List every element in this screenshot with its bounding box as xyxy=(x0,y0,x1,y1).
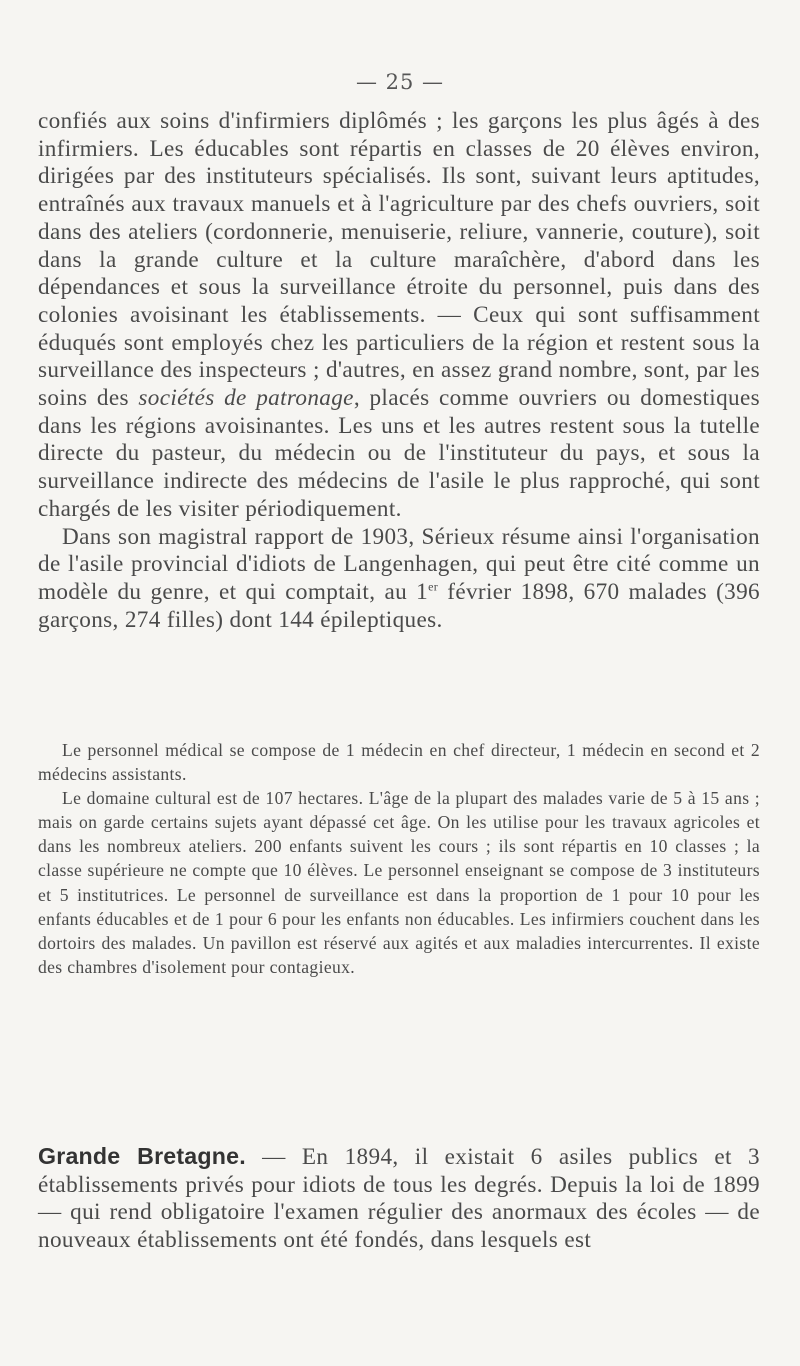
note-paragraph-2: Le domaine cultural est de 107 hectares. L'âge de la plupart des malades varie de 5 à 15 ans ; mais on garde certains sujets ayant dépassé cet âge. On les utilise pour les travaux agricoles et dans les nombreux ateliers. 200 enfants suivent les cours ; ils sont répartis en 10 classes ; la classe supérieure ne compte que 10 élèves. Le personnel enseignant se compose de 3 instituteurs et 5 institutrices. Le personnel de surveillance est dans la proportion de 1 pour 10 pour les enfants éducables et de 1 pour 6 pour les enfants non éducables. Les infirmiers couchent dans les dortoirs des malades. Un pavillon est réservé aux agités et aux maladies intercurrentes. Il existe des chambres d'isolement pour contagieux. xyxy=(38,788,760,977)
note-paragraph-1: Le personnel médical se compose de 1 médecin en chef directeur, 1 médecin en second et 2 médecins assistants. xyxy=(38,740,760,785)
paragraph-2 xyxy=(38,524,760,635)
paragraph-1-text-a: confiés aux soins d'infirmiers diplômés ; les garçons les plus âgés à des infirmiers. Les éducables sont répartis en classes de 20 élèves environ, dirigées par des instituteurs spécialisés. Ils sont, suivant leurs aptitudes, entraînés aux travaux manuels et à l'agriculture par des chefs ouvriers, soit dans des ateliers (cordonnerie, menuiserie, reliure, vannerie, couture), soit dans la grande culture et la culture maraîchère, d'abord dans les dépendances et sous la surveillance étroite du personnel, puis dans des colonies avoisinant les établissements. — Ceux qui sont suffisamment éduqués sont employés chez les particuliers de la région et restent sous la surveillance des inspecteurs ; d'autres, en assez grand nombre, sont, par les soins des xyxy=(38,108,760,412)
paragraph-2-superscript: er xyxy=(428,579,439,594)
section-heading: Grande Bretagne. xyxy=(38,1143,246,1169)
paragraph-1-text-b: , placés comme ouvriers ou domestiques dans les régions avoisinantes. Les uns et les autres restent sous la tutelle directe du pasteur, du médecin ou de l'instituteur du pays, et sous la surveillance indirecte des médecins de l'asile le plus rapproché, qui sont chargés de les visiter périodiquement. xyxy=(38,385,760,522)
paragraph-1 xyxy=(38,108,760,524)
quoted-note xyxy=(38,738,760,979)
paragraph-1-italic: sociétés de patronage xyxy=(138,385,354,412)
paragraph-2-text-a: Dans son magistral rapport de 1903, Sérieux résume ainsi l'organisation de l'asile provincial d'idiots de Langenhagen, qui peut être cité comme un modèle du genre, et qui comptait, au 1 xyxy=(38,523,760,605)
paragraph-2-text-b: février 1898, 670 malades (396 garçons, 274 filles) dont 144 épileptiques. xyxy=(38,578,760,633)
section-grande-bretagne xyxy=(38,1143,760,1255)
page-number: — 25 — xyxy=(355,70,445,94)
section-text: — En 1894, il existait 6 asiles publics et 3 établissements privés pour idiots de tous les degrés. Depuis la loi de 1899 — qui rend obligatoire l'examen régulier des anormaux des écoles — de nouveaux établissements ont été fondés, dans lesquels est xyxy=(38,1144,760,1254)
main-text xyxy=(38,108,760,634)
